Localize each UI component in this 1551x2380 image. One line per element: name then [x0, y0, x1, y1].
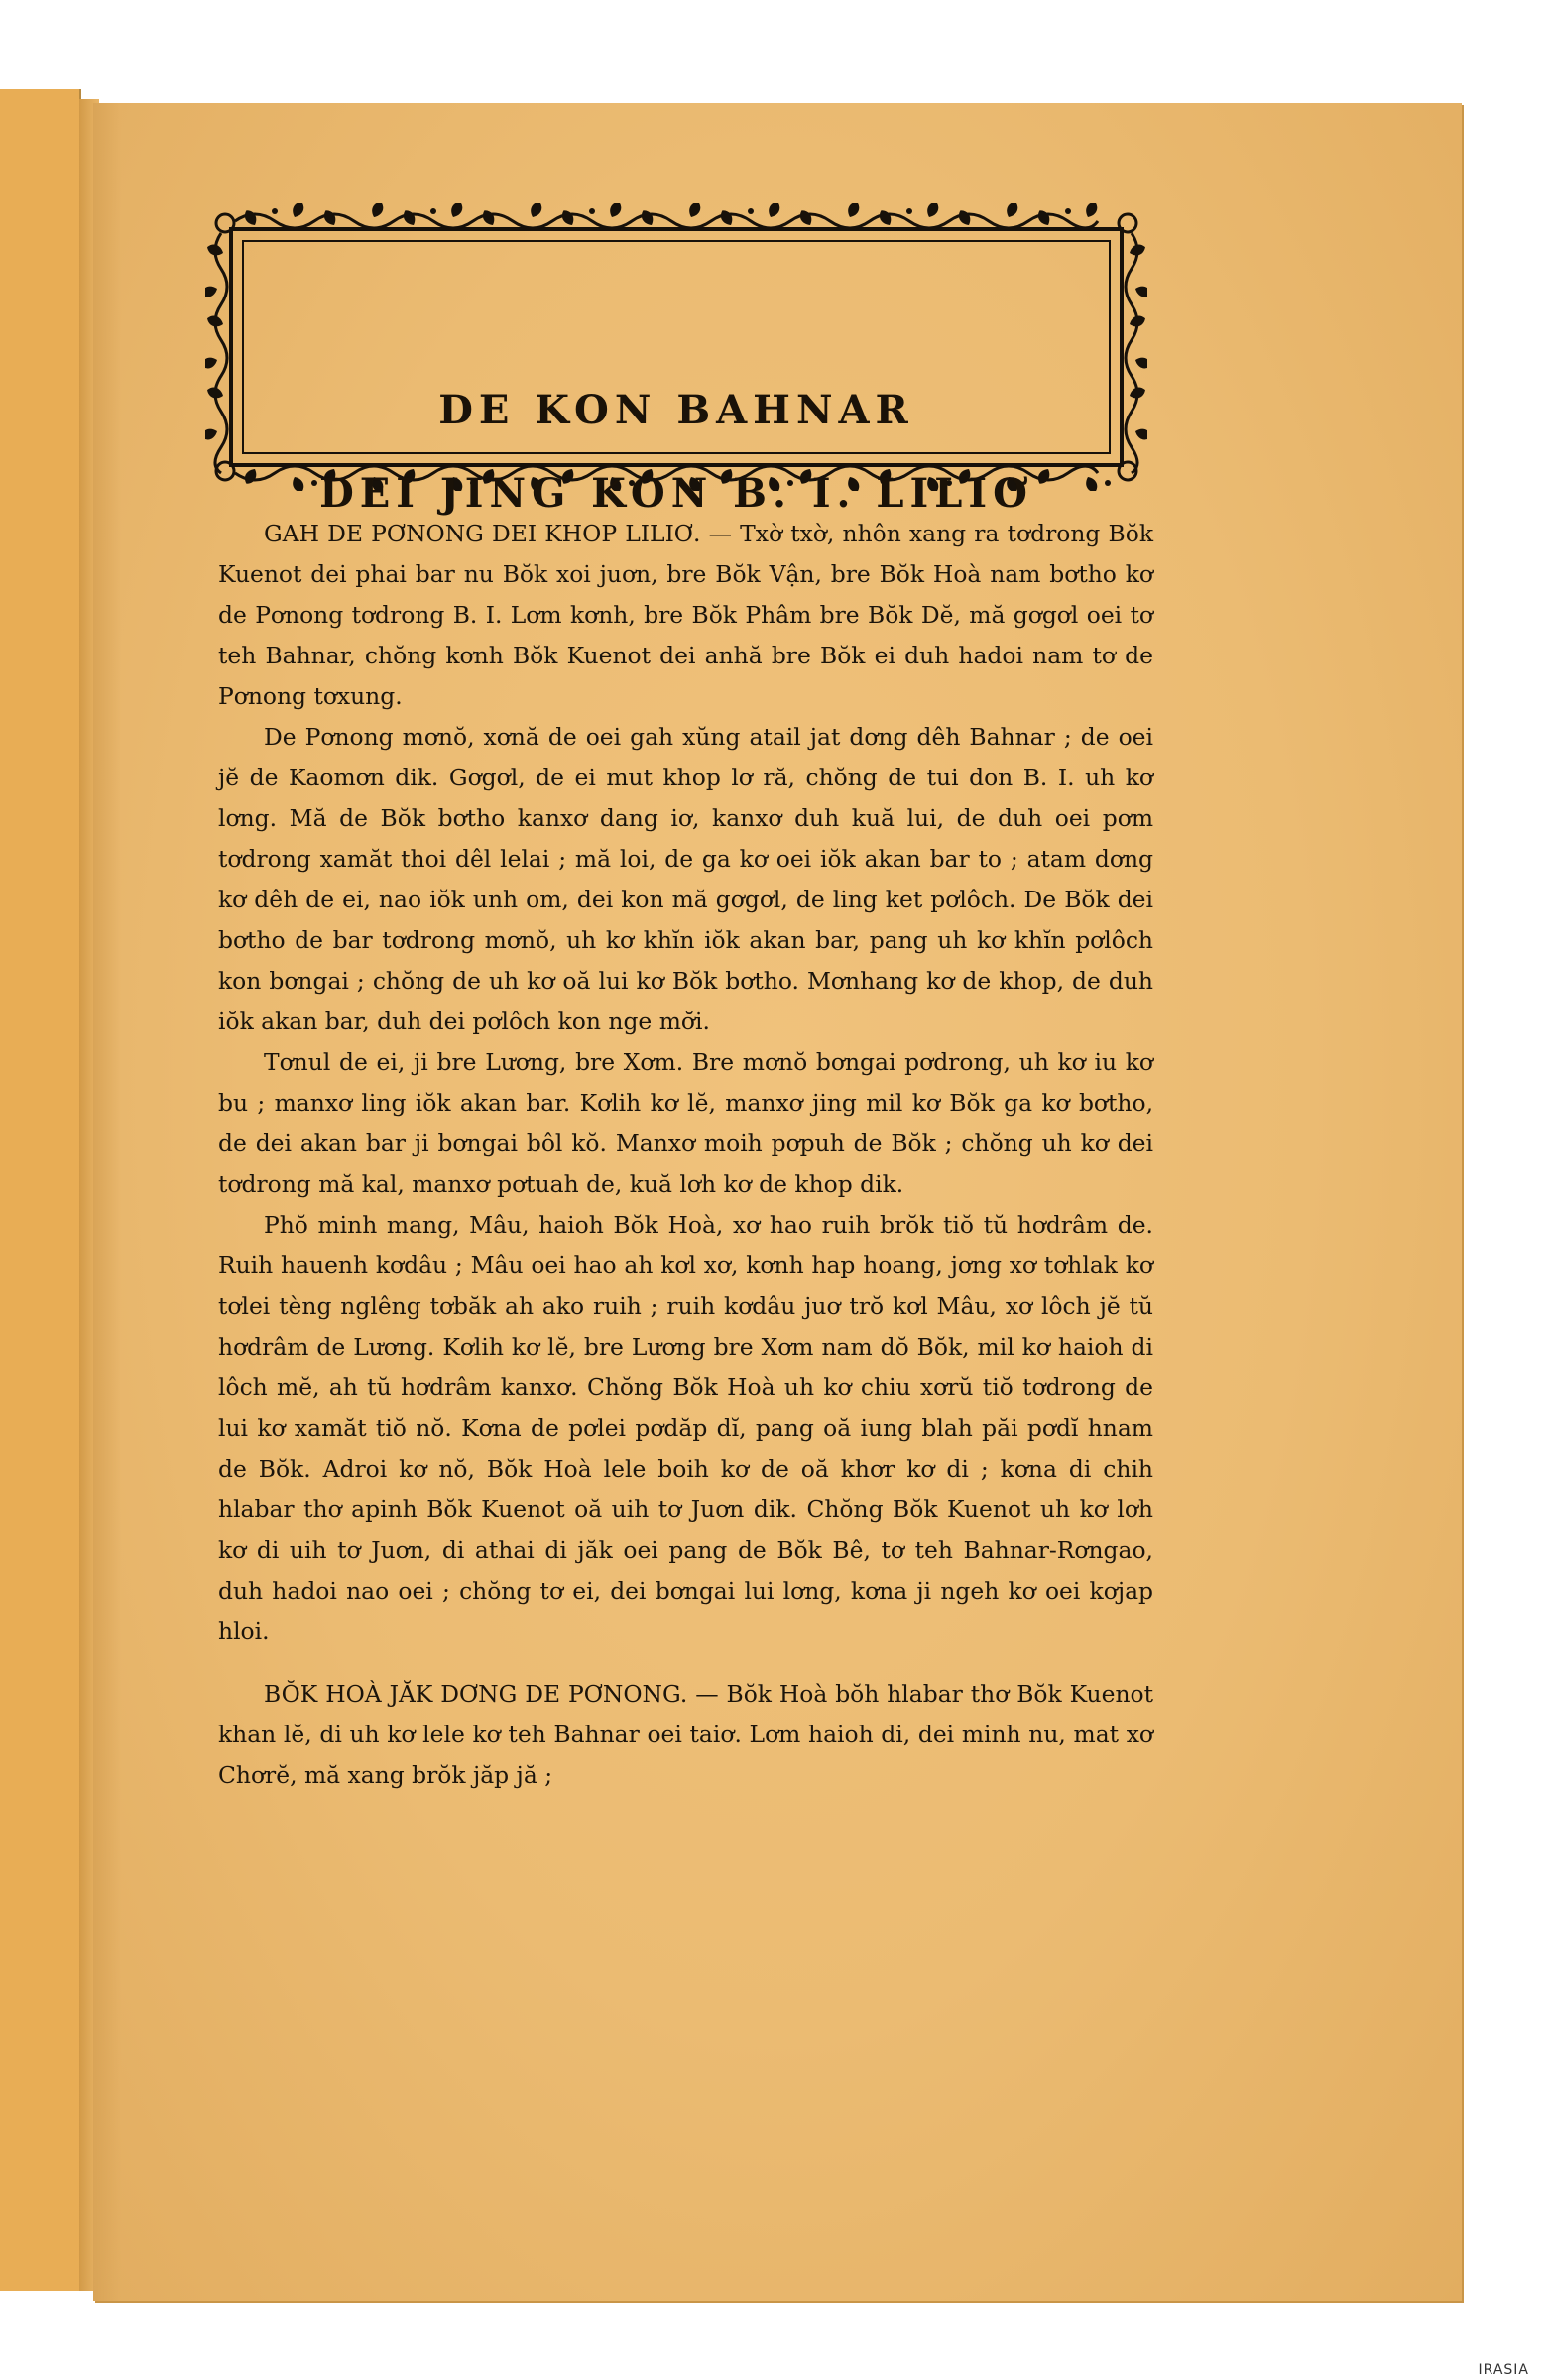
paragraph: Phŏ minh mang, Mâu, haioh Bŏk Hoà, xơ hao ruih brŏk tiŏ tŭ hơdrâm de. Ruih hauenh kơdâu ; Mâu oei hao ah kơl xơ, kơnh hap hoang, jơng xơ tơhlak kơ tơlei tèng nglêng tơbăk ah ako ruih ; ruih kơdâu juơ trŏ kơl Mâu, xơ lôch jĕ tŭ hơdrâm de Lương. Kơlih kơ lĕ, bre Lương bre Xơm nam dŏ Bŏk, mil kơ haioh di lôch mĕ, ah tŭ hơdrâm kanxơ. Chŏng Bŏk Hoà uh kơ chiu xơrŭ tiŏ tơdrong de lui kơ xamăt tiŏ nŏ. Kơna de pơlei pơdăp dĭ, pang oă iung blah păi pơdĭ hnam de Bŏk. Adroi kơ nŏ, Bŏk Hoà lele boih kơ de oă khơr kơ di ; kơna di chih hlabar thơ apinh Bŏk Kuenot oă uih tơ Juơn dik. Chŏng Bŏk Kuenot uh kơ lơh kơ di uih tơ Juơn, di athai di jăk oei pang de Bŏk Bê, tơ teh Bahnar-Rơngao, duh hadoi nao oei ; chŏng tơ ei, dei bơngai lui lơng, kơna ji ngeh kơ oei kơjap hloi.	[218, 1211, 1153, 1645]
paragraph: BŎK HOÀ JĂK DƠNG DE PƠNONG. — Bŏk Hoà bŏh hlabar thơ Bŏk Kuenot khan lĕ, di uh kơ lele kơ teh Bahnar oei taiơ. Lơm haioh di, dei minh nu, mat xơ Chơrĕ, mă xang brŏk jăp jă ;	[218, 1680, 1153, 1789]
article-body	[218, 514, 1153, 1796]
paragraph: GAH DE PƠNONG DEI KHOP LILIƠ. — Txờ txờ, nhôn xang ra tơdrong Bŏk Kuenot dei phai bar nu Bŏk xoi juơn, bre Bŏk Vận, bre Bŏk Hoà nam bơtho kơ de Pơnong tơdrong B. I. Lơm kơnh, bre Bŏk Phâm bre Bŏk Dĕ, mă gơgơl oei tơ teh Bahnar, chŏng kơnh Bŏk Kuenot dei anhă bre Bŏk ei duh hadoi nam tơ de Pơnong tơxung.	[218, 520, 1153, 710]
archive-watermark: IRASIA	[1478, 2362, 1529, 2378]
title-line-1: DE KON BAHNAR	[438, 387, 914, 433]
facing-page-edge	[0, 89, 81, 2291]
vine-border-ornament	[205, 203, 1147, 491]
paragraph: De Pơnong mơnŏ, xơnă de oei gah xŭng atail jat dơng dêh Bahnar ; de oei jĕ de Kaomơn dik. Gơgơl, de ei mut khop lơ ră, chŏng de tui don B. I. uh kơ lơng. Mă de Bŏk bơtho kanxơ dang iơ, kanxơ duh kuă lui, de duh oei pơm tơdrong xamăt thoi dêl lelai ; mă loi, de ga kơ oei iŏk akan bar to ; atam dơng kơ dêh de ei, nao iŏk unh om, dei kon mă gơgơl, de ling ket pơlôch. De Bŏk dei bơtho de bar tơdrong mơnŏ, uh kơ khĭn iŏk akan bar, pang uh kơ khĭn pơlôch kon bơngai ; chŏng de uh kơ oă lui kơ Bŏk bơtho. Mơnhang kơ de khop, de duh iŏk akan bar, duh dei pơlôch kon nge mơ̆i.	[218, 723, 1153, 1035]
paragraph: Tơnul de ei, ji bre Lương, bre Xơm. Bre mơnŏ bơngai pơdrong, uh kơ iu kơ bu ; manxơ ling iŏk akan bar. Kơlih kơ lĕ, manxơ jing mil kơ Bŏk ga kơ bơtho, de dei akan bar ji bơngai bôl kŏ. Manxơ moih pơpuh de Bŏk ; chŏng uh kơ dei tơdrong mă kal, manxơ pơtuah de, kuă lơh kơ de khop dik.	[218, 1048, 1153, 1198]
title-frame	[205, 203, 1147, 491]
title-line-2: DEI JING KON B. I. LILIƠ	[319, 470, 1033, 517]
